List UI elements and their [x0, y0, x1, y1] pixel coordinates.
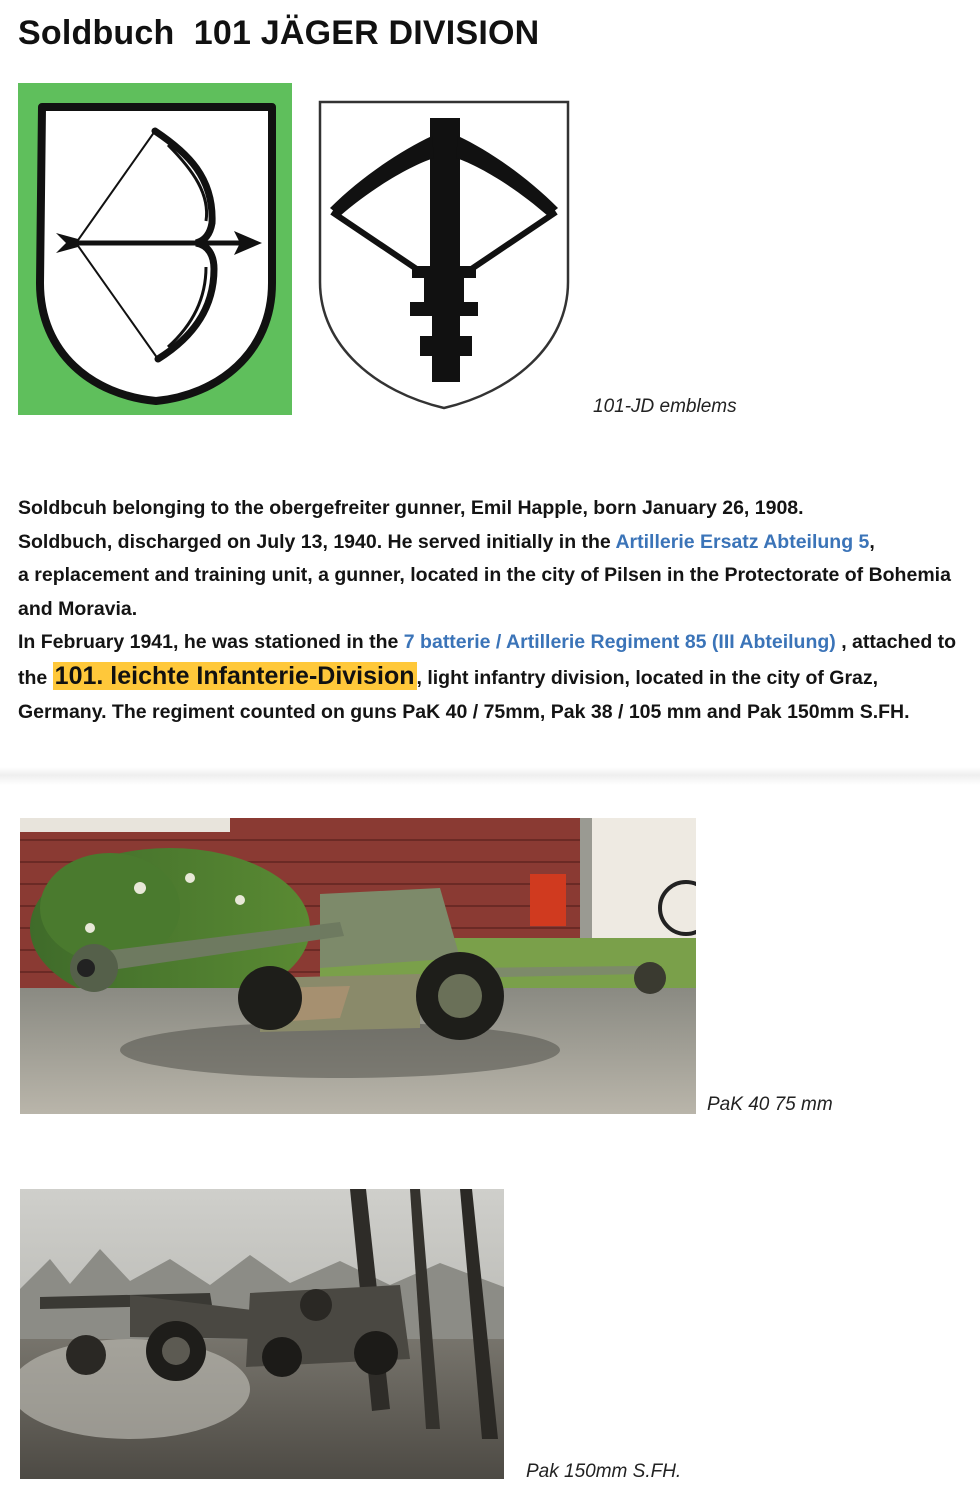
pak150-gun-photo-icon — [20, 1189, 504, 1479]
paragraph-1 — [18, 492, 963, 626]
p1-line2b: , — [869, 530, 875, 553]
emblem-bow-arrow — [18, 83, 292, 415]
pak40-caption: PaK 40 75 mm — [707, 1094, 833, 1115]
photo-pak40 — [20, 818, 696, 1114]
emblems-caption: 101-JD emblems — [593, 396, 737, 417]
p2-c: , light infantry division, located in the city of Graz, Germany. The regiment counted on guns PaK 40 / 75mm, Pak 38 / 105 mm and Pak 150mm S.FH. — [18, 666, 910, 723]
highlighted-division: 101. leichte Infanterie-Division — [54, 661, 415, 690]
link-artillerie-ersatz[interactable]: Artillerie Ersatz Abteilung 5 — [615, 530, 870, 553]
scan-fold-line — [0, 767, 980, 785]
emblem-crossbow — [312, 96, 576, 412]
pak40-gun-photo-icon — [20, 818, 696, 1114]
bow-and-arrow-shield-icon — [18, 83, 292, 415]
p1-line3: a replacement and training unit, a gunner, located in the city of Pilsen in the Protectorate of Bohemia and Moravia. — [18, 564, 951, 620]
crossbow-shield-icon — [312, 96, 576, 412]
p1-line1: Soldbcuh belonging to the obergefreiter gunner, Emil Happle, born January 26, 1908. — [18, 497, 804, 519]
link-artillerie-regiment[interactable]: 7 batterie / Artillerie Regiment 85 (III Abteilung) — [403, 631, 836, 654]
paragraph-2 — [18, 626, 963, 729]
p2-b: , attached to the — [18, 631, 957, 689]
pak150-caption: Pak 150mm S.FH. — [526, 1461, 682, 1482]
photo-pak150 — [20, 1189, 504, 1479]
p2-a: In February 1941, he was stationed in the — [18, 631, 404, 654]
body-text — [18, 492, 963, 729]
p1-line2a: Soldbuch, discharged on July 13, 1940. He served initially in the — [18, 530, 616, 553]
page-title: Soldbuch 101 JÄGER DIVISION — [18, 14, 540, 52]
